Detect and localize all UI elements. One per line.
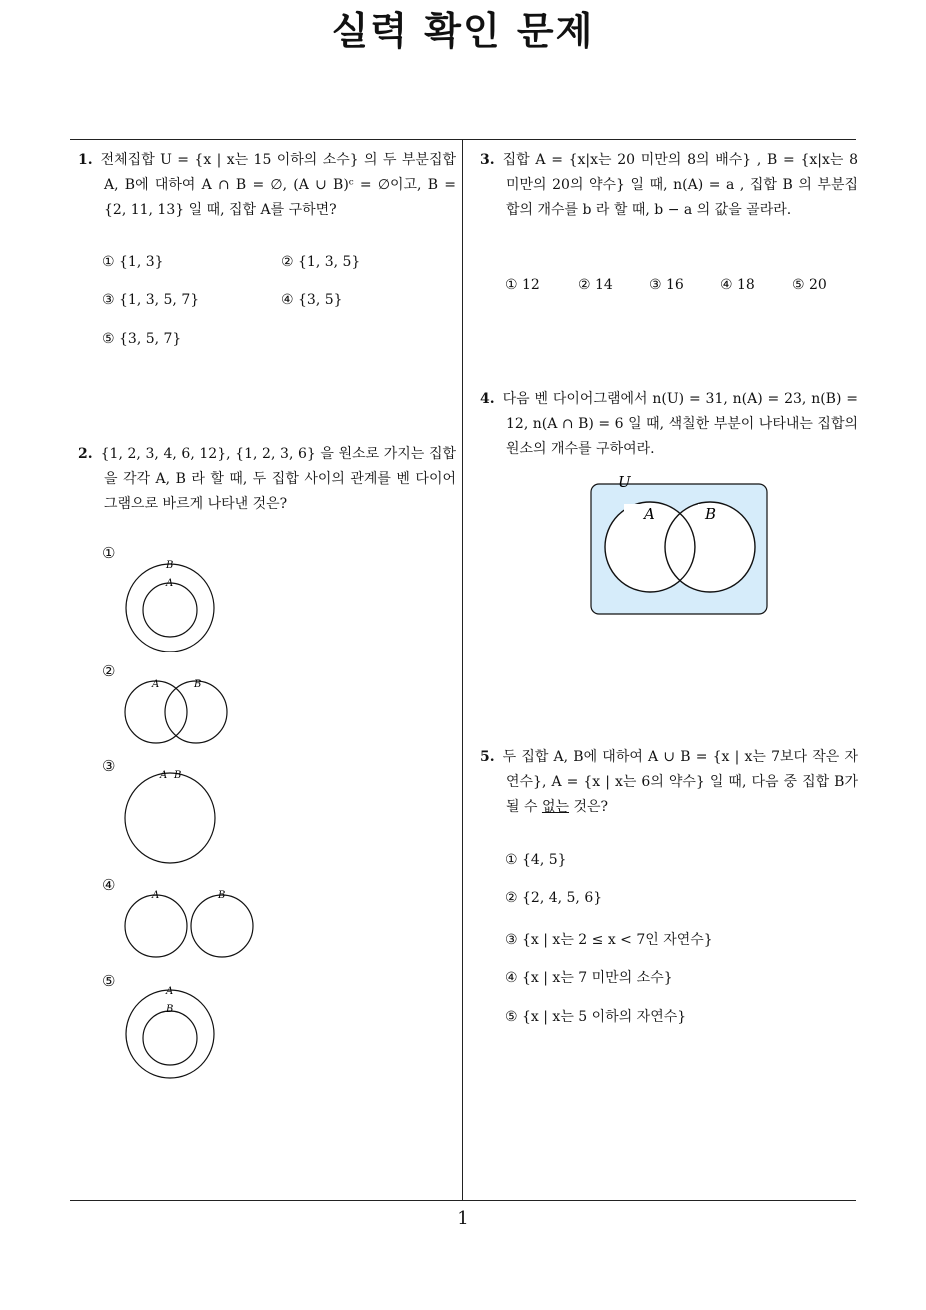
q3-option-2[interactable]: ② 14 (578, 277, 613, 293)
set-a-label: A (166, 986, 174, 997)
set-b-label: B (705, 505, 717, 523)
q3-option-1[interactable]: ① 12 (505, 277, 540, 293)
universal-set-label: U (618, 473, 631, 491)
question-5 (480, 745, 858, 820)
question-3 (480, 148, 858, 223)
set-ab-circle (125, 773, 215, 863)
column-divider (462, 139, 463, 1201)
set-a-label: A (152, 890, 160, 901)
q5-option-4[interactable]: ④ {x | x는 7 미만의 소수} (505, 970, 673, 986)
question-4 (480, 387, 858, 462)
question-number: 1. (78, 152, 93, 168)
venn-option-1[interactable] (118, 552, 228, 652)
question-text-end: 것은? (569, 799, 609, 815)
question-number: 2. (78, 446, 93, 462)
q5-option-1[interactable]: ① {4, 5} (505, 852, 567, 868)
set-a-label: A (160, 770, 168, 781)
page-title: 실력 확인 문제 (331, 9, 595, 53)
q2-option-5-label[interactable]: ⑤ (102, 972, 116, 990)
venn-option-5[interactable] (118, 980, 228, 1080)
question-number: 5. (480, 749, 495, 765)
q5-option-2[interactable]: ② {2, 4, 5, 6} (505, 890, 603, 906)
q1-option-2[interactable]: ② {1, 3, 5} (281, 254, 361, 270)
set-b-circle (191, 895, 253, 957)
question-emphasis: 없는 (541, 799, 570, 815)
set-b-label: B (166, 1004, 174, 1015)
top-rule (70, 139, 856, 140)
set-b-label: B (194, 679, 202, 690)
question-text: 전체집합 U = {x | x는 15 이하의 소수} 의 두 부분집합 A, B에 대하여 A ∩ B = ∅, (A ∪ B)ᶜ = ∅이고, B = {2, 11, 13} 일 때, 집합 A를 구하면? (100, 152, 456, 218)
set-a-label: A (152, 679, 160, 690)
q1-option-5[interactable]: ⑤ {3, 5, 7} (102, 331, 182, 347)
venn-diagram-q4 (588, 472, 772, 618)
set-a-label: A (166, 578, 174, 589)
set-b-label: B (174, 770, 182, 781)
question-text: 두 집합 A, B에 대하여 A ∪ B = {x | x는 7보다 작은 자연수}, A = {x | x는 6의 약수} 일 때, 다음 중 집합 B가 될 수 (502, 749, 858, 815)
set-b-circle (165, 681, 227, 743)
venn-option-3[interactable] (118, 766, 228, 866)
q5-option-3[interactable]: ③ {x | x는 2 ≤ x < 7인 자연수} (505, 932, 713, 948)
q2-option-1-label[interactable]: ① (102, 544, 116, 562)
set-a-circle (125, 681, 187, 743)
q1-option-1[interactable]: ① {1, 3} (102, 254, 164, 270)
q3-option-5[interactable]: ⑤ 20 (792, 277, 827, 293)
q2-option-2-label[interactable]: ② (102, 662, 116, 680)
set-b-circle (143, 1011, 197, 1065)
set-a-circle (143, 583, 197, 637)
bottom-rule (70, 1200, 856, 1201)
q3-option-3[interactable]: ③ 16 (649, 277, 684, 293)
question-1 (78, 148, 456, 223)
question-number: 4. (480, 391, 495, 407)
q5-option-5[interactable]: ⑤ {x | x는 5 이하의 자연수} (505, 1009, 687, 1025)
q2-option-3-label[interactable]: ③ (102, 757, 116, 775)
page-number: 1 (457, 1208, 469, 1229)
venn-option-2[interactable] (118, 672, 238, 748)
question-number: 3. (480, 152, 495, 168)
question-text: 집합 A = {x|x는 20 미만의 8의 배수} , B = {x|x는 8 미만의 20의 약수} 일 때, n(A) = a , 집합 B 의 부분집합의 개수를 b 라 할 때, b − a 의 값을 골라라. (502, 152, 858, 218)
set-a-circle (125, 895, 187, 957)
q2-option-4-label[interactable]: ④ (102, 876, 116, 894)
venn-option-4[interactable] (118, 886, 262, 962)
question-2 (78, 442, 456, 517)
question-text: 다음 벤 다이어그램에서 n(U) = 31, n(A) = 23, n(B) = 12, n(A ∩ B) = 6 일 때, 색칠한 부분이 나타내는 집합의 원소의 개수를 구하여라. (502, 391, 858, 457)
q1-option-4[interactable]: ④ {3, 5} (281, 292, 343, 308)
q1-option-3[interactable]: ③ {1, 3, 5, 7} (102, 292, 200, 308)
set-b-label: B (166, 560, 174, 571)
set-b-label: B (218, 890, 226, 901)
question-text: {1, 2, 3, 4, 6, 12}, {1, 2, 3, 6} 을 원소로 가지는 집합을 각각 A, B 라 할 때, 두 집합 사이의 관계를 벤 다이어그램으로 바르게 나타낸 것은? (100, 446, 456, 512)
q3-option-4[interactable]: ④ 18 (720, 277, 755, 293)
set-a-label: A (644, 505, 655, 523)
